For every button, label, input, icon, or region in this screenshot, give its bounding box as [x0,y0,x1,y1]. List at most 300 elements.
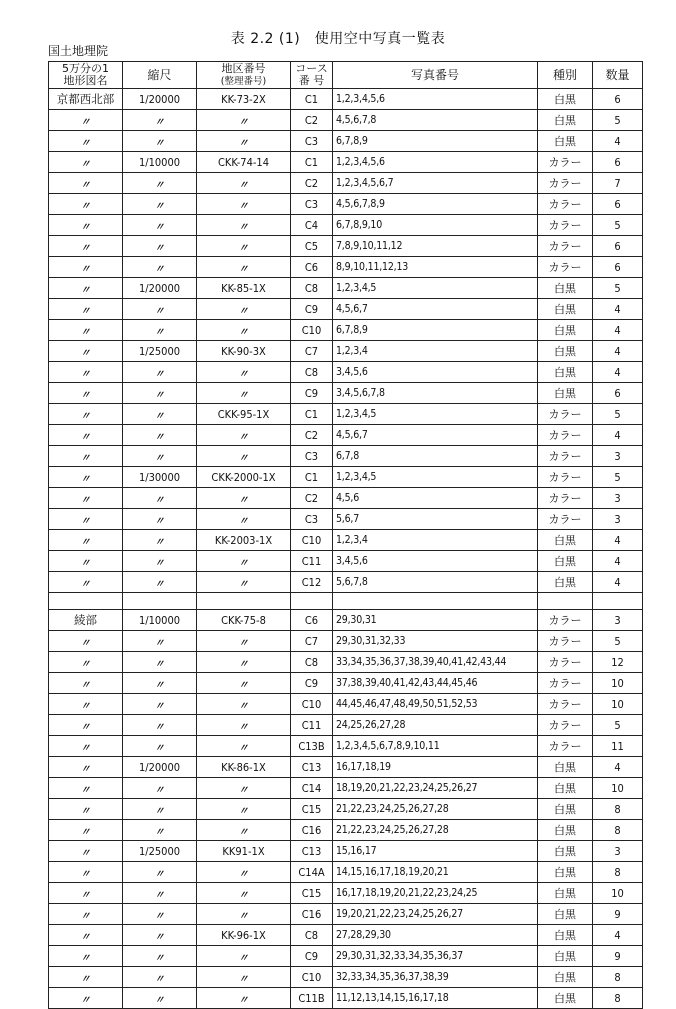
cell-count: 4 [593,551,643,572]
cell-scale: 〃 [123,383,197,404]
cell-photo-numbers: 19,20,21,22,23,24,25,26,27 [333,904,538,925]
cell-course: C10 [291,694,333,715]
cell-scale: 〃 [123,715,197,736]
table-row [49,194,643,215]
cell-course: C2 [291,425,333,446]
table-row [49,110,643,131]
cell-district: CKK-75-8 [197,610,291,631]
cell-course: C3 [291,194,333,215]
cell-count: 5 [593,215,643,236]
cell-count: 10 [593,778,643,799]
cell-map-name: 〃 [49,799,123,820]
cell-map-name: 〃 [49,530,123,551]
table-row [49,757,643,778]
header-district-line2: (整理番号) [220,75,267,87]
cell-photo-numbers: 3,4,5,6,7,8 [333,383,538,404]
cell-district: KK-86-1X [197,757,291,778]
cell-photo-numbers: 29,30,31,32,33 [333,631,538,652]
cell-count: 10 [593,883,643,904]
table-row [49,257,643,278]
cell-photo-numbers: 21,22,23,24,25,26,27,28 [333,799,538,820]
cell-district: 〃 [197,320,291,341]
cell-map-name: 〃 [49,236,123,257]
cell-scale: 〃 [123,946,197,967]
table-row [49,551,643,572]
cell-course: C1 [291,152,333,173]
cell-type: カラー [538,467,593,488]
table-row [49,631,643,652]
header-district [197,62,291,89]
cell-type: カラー [538,425,593,446]
cell-count: 4 [593,320,643,341]
cell-type: 白黒 [538,862,593,883]
table-row [49,593,643,610]
cell-scale: 〃 [123,673,197,694]
cell-scale: 〃 [123,362,197,383]
table-row [49,652,643,673]
table-row [49,778,643,799]
table-row [49,236,643,257]
table-row [49,799,643,820]
cell-count: 7 [593,173,643,194]
cell-count: 4 [593,572,643,593]
cell-district: CKK-74-14 [197,152,291,173]
cell-course: C14 [291,778,333,799]
cell-type: カラー [538,488,593,509]
cell-scale: 〃 [123,904,197,925]
cell-district: CKK-95-1X [197,404,291,425]
cell-scale: 〃 [123,652,197,673]
cell-scale: 〃 [123,988,197,1009]
cell-map-name: 綾部 [49,610,123,631]
cell-map-name: 〃 [49,652,123,673]
cell-photo-numbers: 4,5,6,7,8,9 [333,194,538,215]
cell-type: カラー [538,236,593,257]
cell-course: C8 [291,278,333,299]
cell-course: C11 [291,551,333,572]
cell-map-name: 〃 [49,572,123,593]
cell-district: 〃 [197,551,291,572]
cell-type: 白黒 [538,904,593,925]
cell-district: 〃 [197,572,291,593]
cell-type: 白黒 [538,278,593,299]
cell-scale: 〃 [123,736,197,757]
cell-district: 〃 [197,299,291,320]
cell-course: C14A [291,862,333,883]
header-map-name [49,62,123,89]
cell-map-name: 〃 [49,152,123,173]
header-scale: 縮尺 [123,62,197,89]
cell-district: 〃 [197,820,291,841]
cell-scale: 〃 [123,257,197,278]
cell-district: 〃 [197,110,291,131]
cell-type: 白黒 [538,383,593,404]
cell-district: 〃 [197,967,291,988]
cell-course: C8 [291,925,333,946]
cell-course: C9 [291,383,333,404]
cell-map-name: 〃 [49,110,123,131]
cell-district: KK-96-1X [197,925,291,946]
cell-photo-numbers: 7,8,9,10,11,12 [333,236,538,257]
cell-map-name: 〃 [49,299,123,320]
table-row [49,215,643,236]
cell-type: カラー [538,610,593,631]
cell-type: 白黒 [538,572,593,593]
cell-count: 8 [593,862,643,883]
cell-district: 〃 [197,425,291,446]
header-type: 種別 [538,62,593,89]
table-row [49,341,643,362]
cell-district: 〃 [197,215,291,236]
cell-count: 6 [593,89,643,110]
cell-course: C5 [291,236,333,257]
table-row [49,572,643,593]
cell-district: 〃 [197,799,291,820]
cell-course: C2 [291,173,333,194]
cell-photo-numbers: 4,5,6,7 [333,299,538,320]
cell-count: 5 [593,110,643,131]
cell-count: 9 [593,904,643,925]
cell-photo-numbers: 24,25,26,27,28 [333,715,538,736]
cell-scale: 1/10000 [123,610,197,631]
cell-count: 8 [593,820,643,841]
cell-course: C6 [291,257,333,278]
cell-course: C1 [291,89,333,110]
table-row [49,467,643,488]
cell-scale: 〃 [123,425,197,446]
cell-district: 〃 [197,173,291,194]
cell-map-name: 〃 [49,694,123,715]
cell-count: 4 [593,925,643,946]
cell-count: 3 [593,610,643,631]
cell-type: 白黒 [538,946,593,967]
cell-count: 11 [593,736,643,757]
cell-photo-numbers: 1,2,3,4,5,6 [333,152,538,173]
cell-photo-numbers: 6,7,8,9 [333,320,538,341]
cell-map-name: 京都西北部 [49,89,123,110]
cell-scale: 〃 [123,110,197,131]
table-row [49,988,643,1009]
cell-type: 白黒 [538,551,593,572]
header-course [291,62,333,89]
cell-map-name: 〃 [49,467,123,488]
cell-map-name: 〃 [49,404,123,425]
cell-count: 4 [593,299,643,320]
cell-scale: 1/25000 [123,841,197,862]
cell-course: C12 [291,572,333,593]
cell-count: 8 [593,799,643,820]
header-district-line1: 地区番号 [221,61,266,75]
cell-photo-numbers: 1,2,3,4,5 [333,467,538,488]
cell-map-name: 〃 [49,194,123,215]
cell-photo-numbers: 4,5,6,7 [333,425,538,446]
cell-map-name: 〃 [49,778,123,799]
cell-type: 白黒 [538,341,593,362]
cell-scale: 〃 [123,488,197,509]
cell-map-name: 〃 [49,257,123,278]
cell-district: 〃 [197,715,291,736]
cell-map-name: 〃 [49,736,123,757]
cell-scale: 1/25000 [123,341,197,362]
cell-course: C4 [291,215,333,236]
cell-map-name: 〃 [49,446,123,467]
table-row [49,530,643,551]
cell-count: 4 [593,341,643,362]
table-row [49,736,643,757]
cell-type: カラー [538,173,593,194]
cell-map-name: 〃 [49,131,123,152]
cell-type: カラー [538,404,593,425]
cell-type: 白黒 [538,757,593,778]
cell-course: C16 [291,820,333,841]
cell-scale: 〃 [123,299,197,320]
cell-map-name: 〃 [49,173,123,194]
cell-type: カラー [538,736,593,757]
cell-photo-numbers: 1,2,3,4,5,6 [333,89,538,110]
table-row [49,131,643,152]
cell-course: C9 [291,946,333,967]
cell-district: 〃 [197,257,291,278]
table-row [49,425,643,446]
cell-district: 〃 [197,862,291,883]
cell-scale: 〃 [123,320,197,341]
table-row [49,446,643,467]
cell-course: C10 [291,320,333,341]
cell-course: C7 [291,341,333,362]
cell-count: 8 [593,988,643,1009]
cell-scale: 〃 [123,215,197,236]
cell-photo-numbers: 29,30,31 [333,610,538,631]
cell-map-name: 〃 [49,820,123,841]
cell-district: 〃 [197,236,291,257]
cell-count: 5 [593,631,643,652]
cell-type: 白黒 [538,110,593,131]
cell-scale: 〃 [123,446,197,467]
cell-map-name: 〃 [49,883,123,904]
cell-scale: 〃 [123,883,197,904]
table-row [49,152,643,173]
cell-photo-numbers: 16,17,18,19 [333,757,538,778]
cell-type [538,593,593,610]
cell-district: 〃 [197,631,291,652]
cell-type: 白黒 [538,131,593,152]
cell-type: 白黒 [538,778,593,799]
cell-photo-numbers: 6,7,8,9 [333,131,538,152]
cell-scale: 〃 [123,778,197,799]
cell-district: 〃 [197,383,291,404]
header-count: 数量 [593,62,643,89]
cell-district: KK-85-1X [197,278,291,299]
cell-count: 5 [593,404,643,425]
cell-scale: 〃 [123,820,197,841]
table-row [49,610,643,631]
cell-scale: 〃 [123,551,197,572]
cell-type: 白黒 [538,299,593,320]
table-row [49,89,643,110]
cell-photo-numbers: 1,2,3,4,5 [333,404,538,425]
cell-count: 5 [593,715,643,736]
cell-scale: 〃 [123,131,197,152]
cell-course: C13B [291,736,333,757]
cell-count: 4 [593,757,643,778]
cell-course: C16 [291,904,333,925]
cell-course: C8 [291,652,333,673]
cell-count: 6 [593,236,643,257]
cell-course: C15 [291,799,333,820]
cell-district: 〃 [197,946,291,967]
cell-photo-numbers: 32,33,34,35,36,37,38,39 [333,967,538,988]
cell-district: KK-90-3X [197,341,291,362]
cell-photo-numbers: 37,38,39,40,41,42,43,44,45,46 [333,673,538,694]
cell-scale: 〃 [123,173,197,194]
cell-map-name: 〃 [49,278,123,299]
cell-district: 〃 [197,509,291,530]
cell-type: カラー [538,194,593,215]
cell-type: カラー [538,631,593,652]
cell-count: 5 [593,278,643,299]
table-body [49,89,643,1009]
cell-photo-numbers: 4,5,6,7,8 [333,110,538,131]
cell-photo-numbers: 29,30,31,32,33,34,35,36,37 [333,946,538,967]
cell-map-name: 〃 [49,320,123,341]
cell-photo-numbers: 5,6,7 [333,509,538,530]
cell-count: 3 [593,509,643,530]
cell-type: 白黒 [538,320,593,341]
cell-photo-numbers: 1,2,3,4 [333,341,538,362]
cell-district: 〃 [197,194,291,215]
cell-map-name: 〃 [49,757,123,778]
aerial-photo-table [48,61,643,1009]
cell-photo-numbers: 5,6,7,8 [333,572,538,593]
table-row [49,967,643,988]
cell-type: 白黒 [538,799,593,820]
cell-district: 〃 [197,736,291,757]
cell-course: C13 [291,841,333,862]
cell-type: 白黒 [538,841,593,862]
cell-type: カラー [538,652,593,673]
document-title: 表 2.2 (1) 使用空中写真一覧表 [230,31,446,47]
cell-course: C6 [291,610,333,631]
cell-course: C8 [291,362,333,383]
cell-course: C7 [291,631,333,652]
cell-photo-numbers: 1,2,3,4 [333,530,538,551]
table-row [49,715,643,736]
cell-count: 3 [593,488,643,509]
cell-scale: 〃 [123,404,197,425]
header-map-line1: 5万分の1 [62,62,109,75]
cell-type: カラー [538,694,593,715]
table-row [49,946,643,967]
cell-district: KK-2003-1X [197,530,291,551]
cell-map-name: 〃 [49,631,123,652]
cell-district: 〃 [197,446,291,467]
cell-map-name: 〃 [49,551,123,572]
cell-map-name: 〃 [49,988,123,1009]
table-row [49,925,643,946]
table-row [49,694,643,715]
table-row [49,841,643,862]
cell-district: KK-73-2X [197,89,291,110]
cell-map-name: 〃 [49,925,123,946]
cell-map-name: 〃 [49,967,123,988]
table-row [49,509,643,530]
cell-district: 〃 [197,694,291,715]
table-row [49,883,643,904]
cell-type: 白黒 [538,530,593,551]
cell-count: 6 [593,257,643,278]
cell-photo-numbers: 18,19,20,21,22,23,24,25,26,27 [333,778,538,799]
cell-type: 白黒 [538,967,593,988]
cell-course: C3 [291,131,333,152]
cell-map-name: 〃 [49,904,123,925]
cell-map-name: 〃 [49,715,123,736]
cell-scale: 1/30000 [123,467,197,488]
cell-type: 白黒 [538,925,593,946]
cell-district: 〃 [197,652,291,673]
cell-scale: 〃 [123,862,197,883]
table-row [49,862,643,883]
cell-scale: 1/20000 [123,278,197,299]
cell-count: 4 [593,362,643,383]
table-row [49,383,643,404]
cell-course: C3 [291,509,333,530]
cell-type: カラー [538,446,593,467]
cell-type: カラー [538,715,593,736]
cell-course: C11 [291,715,333,736]
cell-count [593,593,643,610]
cell-course: C1 [291,467,333,488]
header-course-line1: コース [295,62,328,75]
cell-photo-numbers: 21,22,23,24,25,26,27,28 [333,820,538,841]
cell-type: 白黒 [538,820,593,841]
cell-photo-numbers: 27,28,29,30 [333,925,538,946]
cell-course: C3 [291,446,333,467]
table-row [49,488,643,509]
cell-course: C2 [291,488,333,509]
cell-scale: 〃 [123,530,197,551]
cell-count: 10 [593,673,643,694]
cell-map-name: 〃 [49,509,123,530]
table-row [49,320,643,341]
cell-district: KK91-1X [197,841,291,862]
cell-photo-numbers: 11,12,13,14,15,16,17,18 [333,988,538,1009]
cell-type: 白黒 [538,362,593,383]
cell-type: カラー [538,257,593,278]
cell-map-name: 〃 [49,362,123,383]
cell-course: C15 [291,883,333,904]
cell-district: 〃 [197,488,291,509]
cell-map-name: 〃 [49,215,123,236]
cell-scale: 〃 [123,194,197,215]
cell-scale: 1/20000 [123,89,197,110]
cell-count: 6 [593,194,643,215]
cell-scale: 〃 [123,694,197,715]
cell-count: 6 [593,383,643,404]
cell-type: 白黒 [538,988,593,1009]
cell-count: 3 [593,446,643,467]
cell-scale: 〃 [123,967,197,988]
cell-map-name: 〃 [49,488,123,509]
cell-photo-numbers [333,593,538,610]
cell-course: C1 [291,404,333,425]
cell-map-name: 〃 [49,673,123,694]
cell-district: 〃 [197,673,291,694]
cell-count: 9 [593,946,643,967]
cell-type: カラー [538,215,593,236]
cell-photo-numbers: 3,4,5,6 [333,551,538,572]
cell-map-name: 〃 [49,341,123,362]
cell-map-name: 〃 [49,841,123,862]
